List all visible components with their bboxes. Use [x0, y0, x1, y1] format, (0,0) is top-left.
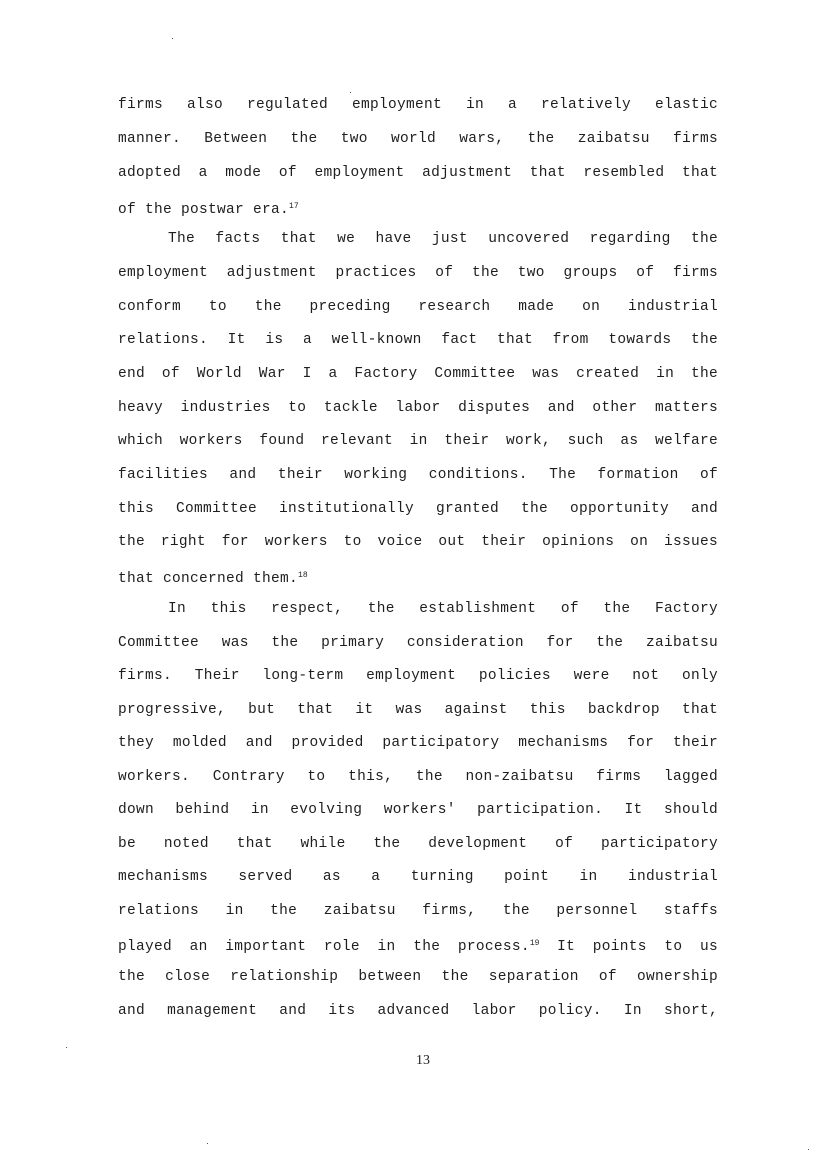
- text-line: firms. Their long-term employment policies were not only: [118, 668, 718, 684]
- text-line: Committee was the primary consideration for the zaibatsu: [118, 635, 718, 651]
- footnote-marker: 17: [289, 202, 299, 211]
- scan-speck: [172, 38, 173, 39]
- text-line: down behind in evolving workers' participation. It should: [118, 802, 718, 818]
- scan-speck: [350, 92, 351, 93]
- scan-speck: [66, 1047, 67, 1048]
- scan-speck: [808, 1149, 809, 1150]
- text-line: heavy industries to tackle labor disputes and other matters: [118, 400, 718, 416]
- text-line: progressive, but that it was against this backdrop that: [118, 702, 718, 718]
- text-line: the close relationship between the separation of ownership: [118, 969, 718, 985]
- text-line: firms also regulated employment in a relatively elastic: [118, 97, 718, 113]
- page-number: 13: [416, 1053, 430, 1068]
- text-line: they molded and provided participatory mechanisms for their: [118, 735, 718, 751]
- text-line: facilities and their working conditions. The formation of: [118, 467, 718, 483]
- text-line: adopted a mode of employment adjustment that resembled that: [118, 165, 718, 181]
- text-line: this Committee institutionally granted the opportunity and: [118, 501, 718, 517]
- text-line: be noted that while the development of participatory: [118, 836, 718, 852]
- text-line: In this respect, the establishment of the Factory: [168, 601, 718, 617]
- text-line: relations in the zaibatsu firms, the personnel staffs: [118, 903, 718, 919]
- text-line: and management and its advanced labor policy. In short,: [118, 1003, 718, 1019]
- text-line: the right for workers to voice out their opinions on issues: [118, 534, 718, 550]
- text-line: mechanisms served as a turning point in industrial: [118, 869, 718, 885]
- text-line: workers. Contrary to this, the non-zaibatsu firms lagged: [118, 769, 718, 785]
- text-line: which workers found relevant in their work, such as welfare: [118, 433, 718, 449]
- scan-speck: [207, 1143, 208, 1144]
- text-line: employment adjustment practices of the two groups of firms: [118, 265, 718, 281]
- footnote-marker: 19: [529, 939, 540, 948]
- text-line: end of World War I a Factory Committee was created in the: [118, 366, 718, 382]
- text-line: that concerned them.$^{18}$: [118, 571, 308, 587]
- text-line: manner. Between the two world wars, the zaibatsu firms: [118, 131, 718, 147]
- text-line: played an important role in the process.$^{19}$ It points to us: [118, 939, 718, 955]
- text-line: conform to the preceding research made on industrial: [118, 299, 718, 315]
- text-line: of the postwar era.$^{17}$: [118, 202, 299, 218]
- text-line: The facts that we have just uncovered regarding the: [168, 231, 718, 247]
- text-line: relations. It is a well-known fact that from towards the: [118, 332, 718, 348]
- footnote-marker: 18: [298, 571, 308, 580]
